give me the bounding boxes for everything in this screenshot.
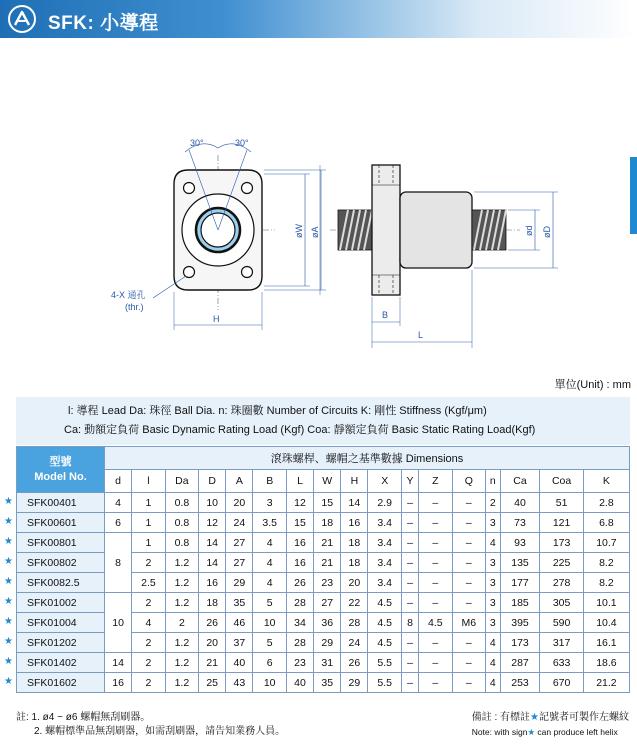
cell-da: 1.2	[165, 573, 198, 593]
table-row	[17, 493, 630, 513]
star-icon: ★	[527, 727, 536, 737]
cell-k: 10.7	[583, 533, 629, 553]
cell-coa: 590	[540, 613, 583, 633]
cell-l: 2	[132, 653, 165, 673]
cell-da: 0.8	[165, 533, 198, 553]
column-header: Da	[165, 470, 198, 493]
cell-l: 1	[132, 533, 165, 553]
cell-b: 10	[253, 673, 286, 693]
cell-da: 1.2	[165, 673, 198, 693]
cell-d: 6	[105, 513, 132, 533]
cell-z: –	[419, 653, 452, 673]
cell-h: 18	[341, 533, 368, 553]
legend-box	[16, 397, 630, 445]
model-cell: SFK01602	[17, 673, 105, 693]
cell-w: 21	[314, 533, 341, 553]
cell-l: 2	[132, 633, 165, 653]
cell-z: –	[419, 573, 452, 593]
cell-b: 4	[253, 553, 286, 573]
cell-l: 1	[132, 493, 165, 513]
cell-ca: 177	[500, 573, 540, 593]
cell-da: 1.2	[165, 653, 198, 673]
cell-w: 27	[314, 593, 341, 613]
dim-a-label: øA	[310, 226, 320, 238]
star-icon: ★	[4, 615, 13, 627]
cell-ca: 135	[500, 553, 540, 573]
technical-drawing	[0, 130, 637, 355]
column-header: l	[132, 470, 165, 493]
cell-n: 4	[485, 633, 500, 653]
cell-d: 16	[199, 573, 226, 593]
remark-en-before: Note: with sign	[471, 727, 528, 737]
cell-a: 24	[226, 513, 253, 533]
cell-z: –	[419, 553, 452, 573]
star-icon: ★	[4, 575, 13, 587]
cell-ca: 93	[500, 533, 540, 553]
cell-q: –	[452, 513, 485, 533]
cell-y: –	[401, 513, 418, 533]
cell-l: 40	[286, 673, 313, 693]
cell-q: –	[452, 653, 485, 673]
cell-l: 28	[286, 633, 313, 653]
cell-q: –	[452, 593, 485, 613]
cell-h: 22	[341, 593, 368, 613]
cell-b: 6	[253, 653, 286, 673]
cell-k: 16.1	[583, 633, 629, 653]
column-header: Y	[401, 470, 418, 493]
cell-h: 16	[341, 513, 368, 533]
cell-h: 28	[341, 613, 368, 633]
cell-x: 3.4	[368, 553, 401, 573]
remark-en-after: can produce left helix	[535, 727, 618, 737]
cell-a: 35	[226, 593, 253, 613]
star-icon: ★	[4, 635, 13, 647]
cell-x: 4.5	[368, 613, 401, 633]
cell-q: –	[452, 533, 485, 553]
cell-da: 0.8	[165, 493, 198, 513]
cell-z: –	[419, 513, 452, 533]
cell-a: 20	[226, 493, 253, 513]
cell-n: 3	[485, 573, 500, 593]
cell-da: 2	[165, 613, 198, 633]
cell-n: 4	[485, 653, 500, 673]
cell-y: –	[401, 533, 418, 553]
cell-n: 3	[485, 553, 500, 573]
cell-x: 5.5	[368, 673, 401, 693]
column-header: Ca	[500, 470, 540, 493]
angle-right-label: 30°	[235, 138, 249, 148]
column-header: Z	[419, 470, 452, 493]
cell-x: 4.5	[368, 633, 401, 653]
cell-k: 8.2	[583, 573, 629, 593]
cell-ca: 253	[500, 673, 540, 693]
cell-n: 3	[485, 513, 500, 533]
cell-ca: 73	[500, 513, 540, 533]
star-icon: ★	[4, 535, 13, 547]
cell-w: 18	[314, 513, 341, 533]
cell-w: 21	[314, 553, 341, 573]
cell-l: 2	[132, 673, 165, 693]
remark-zh	[472, 711, 629, 725]
cell-coa: 225	[540, 553, 583, 573]
table-row	[17, 593, 630, 613]
cell-d: 14	[199, 553, 226, 573]
cell-b: 3.5	[253, 513, 286, 533]
cell-h: 14	[341, 493, 368, 513]
cell-x: 3.4	[368, 573, 401, 593]
cell-k: 8.2	[583, 553, 629, 573]
cell-k: 2.8	[583, 493, 629, 513]
cell-l: 2.5	[132, 573, 165, 593]
cell-h: 24	[341, 633, 368, 653]
cell-l: 12	[286, 493, 313, 513]
star-icon: ★	[4, 515, 13, 527]
dim-b-label: B	[382, 310, 389, 320]
model-header	[17, 447, 105, 493]
cell-w: 15	[314, 493, 341, 513]
cell-da: 1.2	[165, 593, 198, 613]
cell-d: 14	[105, 653, 132, 673]
cell-a: 37	[226, 633, 253, 653]
cell-q: –	[452, 553, 485, 573]
cell-y: –	[401, 573, 418, 593]
cell-b: 5	[253, 593, 286, 613]
column-header: Q	[452, 470, 485, 493]
cell-d: 25	[199, 673, 226, 693]
cell-h: 26	[341, 653, 368, 673]
cell-x: 4.5	[368, 593, 401, 613]
page-title: SFK: 小導程	[48, 13, 159, 34]
cell-d: 20	[199, 633, 226, 653]
cell-w: 29	[314, 633, 341, 653]
cell-da: 0.8	[165, 513, 198, 533]
cell-a: 43	[226, 673, 253, 693]
column-header: D	[199, 470, 226, 493]
remark-zh-before: 備註 : 有標註	[471, 712, 531, 723]
cell-l: 2	[132, 553, 165, 573]
cell-x: 3.4	[368, 513, 401, 533]
hole-label: 4-X 通孔	[111, 290, 146, 300]
side-view	[320, 165, 558, 348]
cell-a: 27	[226, 553, 253, 573]
cell-x: 2.9	[368, 493, 401, 513]
unit-label: 單位(Unit) : mm	[554, 379, 631, 391]
star-icon: ★	[4, 655, 13, 667]
cell-h: 29	[341, 673, 368, 693]
cell-z: –	[419, 493, 452, 513]
cell-y: –	[401, 553, 418, 573]
cell-a: 40	[226, 653, 253, 673]
footnotes	[16, 711, 285, 739]
cell-b: 4	[253, 573, 286, 593]
cell-k: 21.2	[583, 673, 629, 693]
cell-l: 2	[132, 593, 165, 613]
model-header-zh: 型號	[49, 455, 72, 468]
angle-left-label: 30°	[190, 138, 204, 148]
model-cell: SFK01004	[17, 613, 105, 633]
cell-coa: 278	[540, 573, 583, 593]
cell-z: 4.5	[419, 613, 452, 633]
star-icon: ★	[4, 595, 13, 607]
cell-z: –	[419, 633, 452, 653]
column-header: n	[485, 470, 500, 493]
cell-q: –	[452, 573, 485, 593]
cell-b: 4	[253, 533, 286, 553]
column-header: L	[286, 470, 313, 493]
cell-q: M6	[452, 613, 485, 633]
cell-h: 20	[341, 573, 368, 593]
cell-n: 4	[485, 533, 500, 553]
cell-x: 5.5	[368, 653, 401, 673]
cell-coa: 51	[540, 493, 583, 513]
model-cell: SFK01202	[17, 633, 105, 653]
cell-ca: 185	[500, 593, 540, 613]
model-cell: SFK00601	[17, 513, 105, 533]
cell-a: 29	[226, 573, 253, 593]
cell-ca: 287	[500, 653, 540, 673]
cell-y: 8	[401, 613, 418, 633]
dim-l-label: L	[418, 330, 424, 340]
cell-a: 46	[226, 613, 253, 633]
cell-n: 3	[485, 593, 500, 613]
cell-da: 1.2	[165, 553, 198, 573]
star-icon: ★	[4, 555, 13, 567]
header-bar	[0, 0, 637, 38]
cell-k: 10.4	[583, 613, 629, 633]
cell-coa: 633	[540, 653, 583, 673]
cell-q: –	[452, 493, 485, 513]
star-icon: ★	[530, 712, 539, 723]
column-header: Coa	[540, 470, 583, 493]
left-helix-remark	[472, 711, 629, 739]
model-cell: SFK01002	[17, 593, 105, 613]
cell-b: 3	[253, 493, 286, 513]
cell-l: 15	[286, 513, 313, 533]
cell-d: 21	[199, 653, 226, 673]
hole-label-thr: (thr.)	[125, 302, 144, 312]
table-row	[17, 513, 630, 533]
cell-l: 34	[286, 613, 313, 633]
cell-k: 18.6	[583, 653, 629, 673]
cell-w: 31	[314, 653, 341, 673]
cell-w: 35	[314, 673, 341, 693]
cell-d: 18	[199, 593, 226, 613]
model-cell: SFK00401	[17, 493, 105, 513]
dimensions-group-header: 滾珠螺桿、螺帽之基準數據 Dimensions	[105, 447, 630, 470]
cell-l: 16	[286, 553, 313, 573]
spec-table	[16, 446, 630, 693]
dim-h-label: H	[213, 314, 220, 324]
model-header-en: Model No.	[34, 470, 87, 483]
remark-en	[472, 725, 629, 739]
column-header-row	[17, 470, 630, 493]
cell-z: –	[419, 533, 452, 553]
column-header: B	[253, 470, 286, 493]
cell-da: 1.2	[165, 633, 198, 653]
cell-l: 28	[286, 593, 313, 613]
column-header: K	[583, 470, 629, 493]
cell-l: 23	[286, 653, 313, 673]
cell-y: –	[401, 633, 418, 653]
cell-coa: 317	[540, 633, 583, 653]
cell-n: 3	[485, 613, 500, 633]
cell-y: –	[401, 593, 418, 613]
star-icon: ★	[4, 675, 13, 687]
dim-d-small-label: ød	[524, 225, 534, 236]
cell-w: 23	[314, 573, 341, 593]
cell-z: –	[419, 673, 452, 693]
model-cell: SFK00801	[17, 533, 105, 553]
model-cell: SFK0082.5	[17, 573, 105, 593]
legend-line-2: Ca: 動額定負荷 Basic Dynamic Rating Load (Kgf) Coa: 靜額定負荷 Basic Static Rating Load(Kgf)	[64, 424, 536, 436]
model-cell: SFK00802	[17, 553, 105, 573]
cell-d: 10	[199, 493, 226, 513]
cell-ca: 173	[500, 633, 540, 653]
column-header: X	[368, 470, 401, 493]
cell-z: –	[419, 593, 452, 613]
star-icon: ★	[4, 495, 13, 507]
dim-w-label: øW	[294, 224, 304, 238]
cell-y: –	[401, 653, 418, 673]
table-body	[17, 493, 630, 693]
brand-logo-icon	[8, 5, 36, 33]
cell-a: 27	[226, 533, 253, 553]
cell-ca: 395	[500, 613, 540, 633]
cell-x: 3.4	[368, 533, 401, 553]
cell-d: 4	[105, 493, 132, 513]
table-row	[17, 533, 630, 553]
cell-q: –	[452, 633, 485, 653]
cell-d: 26	[199, 613, 226, 633]
footnote-1: 註: 1. ø4 ~ ø6 螺帽無刮刷器。	[16, 712, 151, 723]
cell-y: –	[401, 493, 418, 513]
model-cell: SFK01402	[17, 653, 105, 673]
cell-y: –	[401, 673, 418, 693]
cell-d: 10	[105, 593, 132, 653]
cell-coa: 670	[540, 673, 583, 693]
cell-d: 14	[199, 533, 226, 553]
cell-k: 10.1	[583, 593, 629, 613]
cell-b: 10	[253, 613, 286, 633]
column-header: d	[105, 470, 132, 493]
cell-n: 4	[485, 673, 500, 693]
legend-line-1: l: 導程 Lead Da: 珠徑 Ball Dia. n: 珠圈數 Number of Circuits K: 剛性 Stiffness (Kgf/μm)	[68, 405, 487, 417]
cell-coa: 173	[540, 533, 583, 553]
cell-d: 8	[105, 533, 132, 593]
table-row	[17, 673, 630, 693]
column-header: W	[314, 470, 341, 493]
cell-l: 26	[286, 573, 313, 593]
cell-h: 18	[341, 553, 368, 573]
cell-b: 5	[253, 633, 286, 653]
footnote-2: 2. 螺帽標準品無刮刷器，如需刮刷器，請告知業務人員。	[34, 726, 286, 737]
cell-ca: 40	[500, 493, 540, 513]
cell-l: 1	[132, 513, 165, 533]
cell-n: 2	[485, 493, 500, 513]
dim-d-large-label: øD	[542, 226, 552, 238]
cell-l: 4	[132, 613, 165, 633]
cell-k: 6.8	[583, 513, 629, 533]
column-header: H	[341, 470, 368, 493]
cell-coa: 121	[540, 513, 583, 533]
remark-zh-after: 記號者可製作左螺紋	[539, 712, 629, 723]
cell-q: –	[452, 673, 485, 693]
cell-d: 16	[105, 673, 132, 693]
cell-w: 36	[314, 613, 341, 633]
cell-d: 12	[199, 513, 226, 533]
table-row	[17, 653, 630, 673]
cell-l: 16	[286, 533, 313, 553]
cell-coa: 305	[540, 593, 583, 613]
column-header: A	[226, 470, 253, 493]
